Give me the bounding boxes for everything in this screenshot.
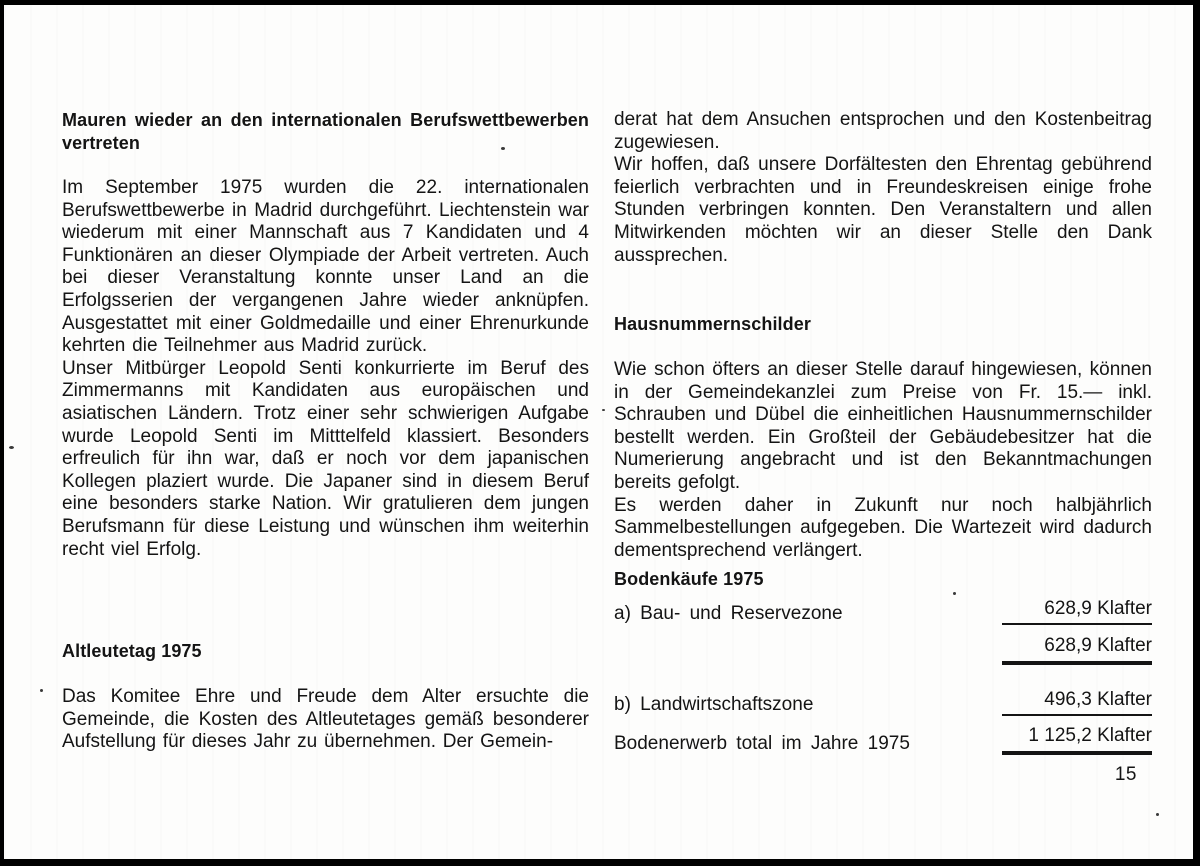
paragraph-berufswettbewerbe-1: Im September 1975 wurden die 22. internationalen Berufswettbewerbe in Madrid durchgeführt. Liechtenstein war wiederum mit einer Mannschaft aus 7 Kandidaten und 4 Funktionären an dieser Olympiade der Arbeit vertreten. Auch bei dieser Veranstaltung konnte unser Land an die Erfolgsserien der vergangenen Jahre wieder anknüpfen. Ausgestattet mit einer Goldmedaille und einer Ehrenurkunde kehrten die Teilnehmer aus Madrid zurück. [62, 177, 589, 357]
right-column [614, 109, 1152, 809]
page-number: 15 [1114, 764, 1137, 785]
article-altleutetag-continuation [614, 109, 1152, 267]
article-heading-altleutetag: Altleutetag 1975 [62, 641, 202, 661]
row-value: 628,9 Klafter [1002, 598, 1152, 625]
paragraph-berufswettbewerbe-2: Unser Mitbürger Leopold Senti konkurrierte im Beruf des Zimmermanns mit Kandidaten aus europäischen und asiatischen Ländern. Trotz einer sehr schwierigen Aufgabe wurde Leopold Senti im Mitttelfeld klassiert. Besonders erfreulich für ihn war, daß er noch vor dem japanischen Kollegen plaziert wurde. Die Japaner sind in diesem Beruf eine besonders starke Nation. Wir gratulieren dem jungen Berufsmann für diese Leistung und wünschen ihm weiterhin recht viel Erfolg. [62, 357, 589, 560]
paragraph-hausnummern-1: Wie schon öfters an dieser Stelle darauf hingewiesen, können in der Gemeindekanzlei zum Preise von Fr. 15.— inkl. Schrauben und Dübel die einheitlichen Hausnummernschilder bestellt werden. Ein Großteil der Gebäudebesitzer hat die Numerierung angebracht und ist den Bekanntmachungen bereits gefolgt. [614, 359, 1152, 493]
table-row-bau-reservezone [614, 598, 1152, 625]
row-label: a) Bau- und Reservezone [614, 603, 843, 624]
table-row-landwirtschaftszone [614, 689, 1152, 716]
article-hausnummernschilder [614, 313, 1152, 562]
paragraph-continuation-2: Wir hoffen, daß unsere Dorfältesten den Ehrentag gebührend feierlich verbrachten und in Freundeskreisen einige frohe Stunden verbringen konnten. Den Veranstaltern und allen Mitwirkenden möchten wir an dieser Stelle den Dank aussprechen. [614, 154, 1152, 266]
left-column [62, 109, 589, 809]
article-heading-berufswettbewerbe: Mauren wieder an den internationalen Berufswettbewerben vertreten [62, 110, 589, 153]
table-row-subtotal [614, 635, 1152, 665]
paragraph-continuation-1: derat hat dem Ansuchen entsprochen und den Kostenbeitrag zugewiesen. [614, 109, 1152, 153]
table-row-total [614, 725, 1152, 755]
row-label: Bodenerwerb total im Jahre 1975 [614, 733, 910, 754]
row-value: 628,9 Klafter [1002, 635, 1152, 665]
row-value: 1 125,2 Klafter [1002, 725, 1152, 755]
row-label: b) Landwirtschaftszone [614, 694, 814, 715]
scan-speck [1156, 813, 1159, 816]
article-heading-hausnummernschilder: Hausnummernschilder [614, 314, 811, 334]
scan-speck [501, 147, 505, 150]
land-purchase-table [614, 598, 1152, 755]
article-altleutetag [62, 640, 589, 754]
paragraph-hausnummern-2: Es werden daher in Zukunft nur noch halbjährlich Sammelbestellungen aufgegeben. Die Wartezeit wird dadurch dementsprechend verlängert. [614, 494, 1152, 561]
paragraph-altleutetag: Das Komitee Ehre und Freude dem Alter ersuchte die Gemeinde, die Kosten des Altleutetages gemäß besonderer Aufstellung für dieses Jahr zu übernehmen. Der Gemein- [62, 686, 589, 753]
row-value: 496,3 Klafter [1002, 689, 1152, 716]
scan-speck [40, 689, 43, 692]
section-bodenkaeufe [614, 568, 1152, 755]
scan-speck [953, 592, 956, 595]
section-heading-bodenkaeufe: Bodenkäufe 1975 [614, 569, 764, 589]
scan-speck [602, 409, 605, 411]
scan-speck [9, 446, 14, 449]
article-berufswettbewerbe [62, 109, 589, 561]
